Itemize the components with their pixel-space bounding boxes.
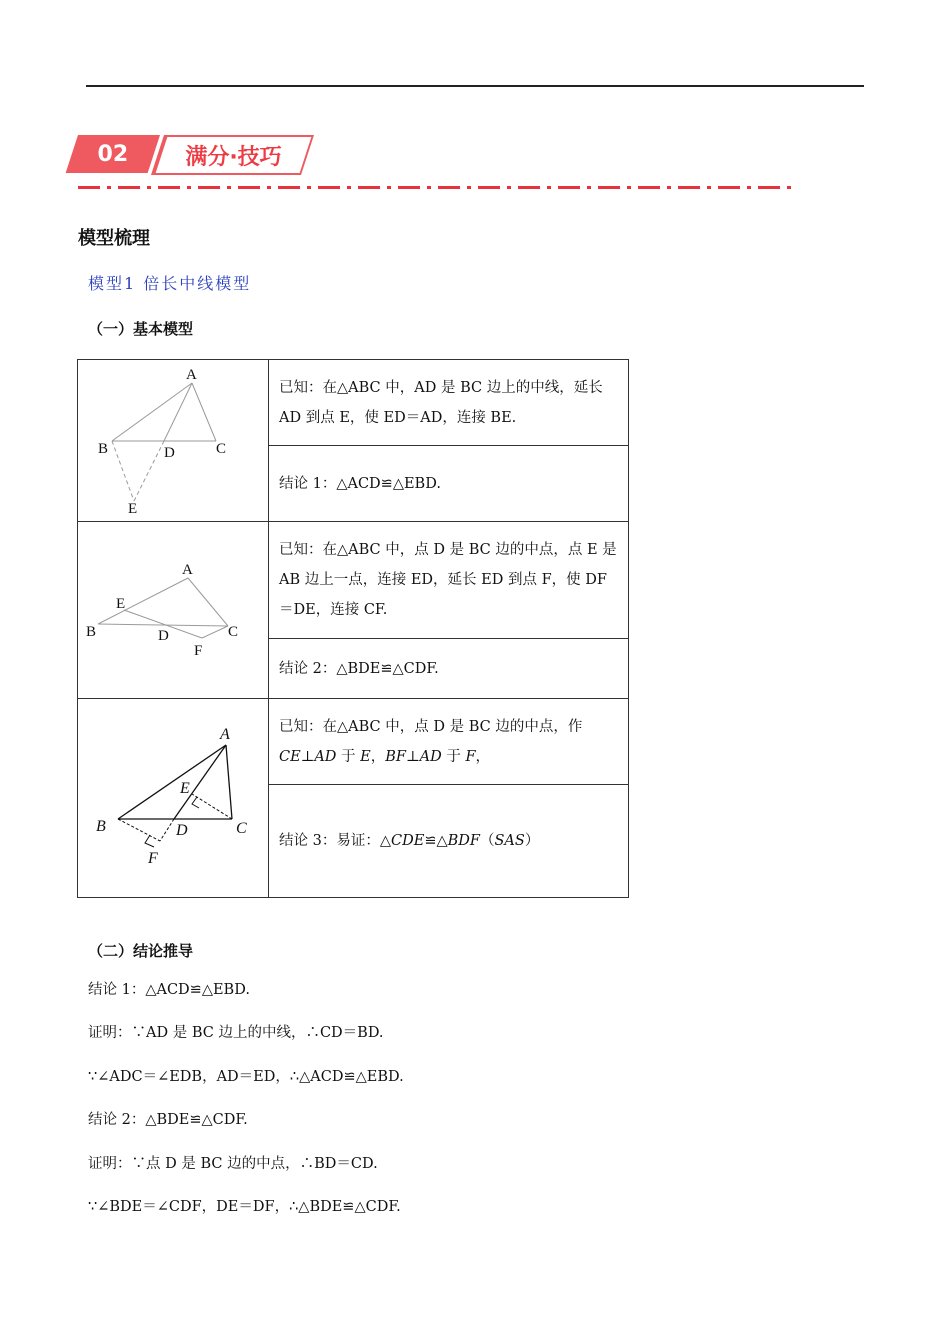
- label-e: E: [128, 500, 138, 517]
- section-number-badge: [66, 135, 160, 173]
- label-d: D: [176, 822, 188, 839]
- given-3-yu2: 于: [441, 748, 466, 765]
- conclusion-3-sas: SAS: [494, 833, 525, 850]
- conclusion-3: [269, 785, 629, 898]
- section2-title: （二）结论推导: [88, 942, 194, 960]
- given-3: [269, 699, 629, 785]
- given-3-end: ，: [475, 748, 490, 765]
- label-d: D: [164, 444, 175, 461]
- label-b: B: [96, 818, 106, 835]
- label-c: C: [216, 440, 227, 457]
- proof-line-5: 证明：∵点 D 是 BC 边的中点，∴BD＝CD.: [88, 1156, 378, 1172]
- header-rule: [86, 85, 864, 87]
- section-number: 02: [97, 141, 129, 167]
- label-a: A: [220, 726, 230, 743]
- given-3-perp2: ⊥: [405, 748, 420, 765]
- figure-1: [78, 360, 269, 522]
- label-b: B: [86, 624, 97, 640]
- proof-line-6: ∵∠BDE＝∠CDF，DE＝DF，∴△BDE≌△CDF.: [88, 1199, 401, 1215]
- label-c: C: [228, 624, 239, 640]
- figure-1-svg: [78, 361, 268, 521]
- given-1: 已知：在△ABC 中，AD 是 BC 边上的中线，延长 AD 到点 E，使 ED＝AD，连接 BE.: [269, 360, 629, 446]
- label-c: C: [236, 820, 247, 837]
- label-e: E: [116, 596, 126, 612]
- conclusion-1: 结论 1：△ACD≌△EBD.: [269, 446, 629, 522]
- figure-2: [78, 522, 269, 699]
- label-f: F: [148, 850, 158, 867]
- figure-2-svg: [78, 522, 268, 698]
- conclusion-2: 结论 2：△BDE≌△CDF.: [269, 639, 629, 699]
- given-3-ce: CE: [279, 748, 301, 765]
- section-title: 满分·技巧: [185, 144, 282, 170]
- proof-line-2: 证明：∵AD 是 BC 边上的中线，∴CD＝BD.: [88, 1025, 384, 1041]
- label-e: E: [180, 780, 190, 797]
- label-b: B: [98, 440, 109, 457]
- section1-title: （一）基本模型: [88, 320, 194, 338]
- label-d: D: [158, 628, 169, 644]
- figure-3-svg: [78, 699, 268, 897]
- section-banner: [78, 133, 318, 177]
- given-3-f: F: [465, 748, 476, 765]
- proof-line-1: 结论 1：△ACD≌△EBD.: [88, 982, 250, 998]
- proof-line-4: 结论 2：△BDE≌△CDF.: [88, 1112, 248, 1128]
- figure-3: [78, 699, 269, 898]
- basic-model-table: [77, 359, 629, 898]
- label-a: A: [182, 562, 193, 578]
- label-f: F: [194, 643, 203, 659]
- given-3-ad2: AD: [419, 748, 442, 765]
- given-2: 已知：在△ABC 中，点 D 是 BC 边的中点，点 E 是 AB 边上一点，连接 ED，延长 ED 到点 F，使 DF＝DE，连接 CF.: [269, 522, 629, 639]
- given-3-yu1: 于: [336, 748, 361, 765]
- banner-dashed-rule: [78, 186, 798, 189]
- given-3-bf: BF: [385, 748, 406, 765]
- conclusion-3-close: ）: [524, 833, 540, 850]
- label-a: A: [186, 366, 197, 383]
- conclusion-3-cde: CDE: [391, 833, 425, 850]
- conclusion-3-prefix: 结论 3：易证：△: [279, 833, 391, 850]
- given-3-part1: 已知：在△ABC 中，点 D 是 BC 边的中点，作: [279, 718, 583, 735]
- given-3-comma: ，: [370, 748, 386, 765]
- given-3-e: E: [360, 748, 371, 765]
- section-title-box: [151, 135, 314, 175]
- conclusion-3-bdf: BDF: [447, 833, 480, 850]
- heading-main: 模型梳理: [78, 228, 150, 249]
- given-3-perp1: ⊥: [300, 748, 315, 765]
- conclusion-3-mid: ≌△: [424, 833, 448, 850]
- proof-line-3: ∵∠ADC＝∠EDB，AD＝ED，∴△ACD≌△EBD.: [88, 1069, 404, 1085]
- model-title: 模型1 倍长中线模型: [88, 274, 252, 293]
- conclusion-3-open: （: [479, 833, 495, 850]
- given-3-ad1: AD: [314, 748, 337, 765]
